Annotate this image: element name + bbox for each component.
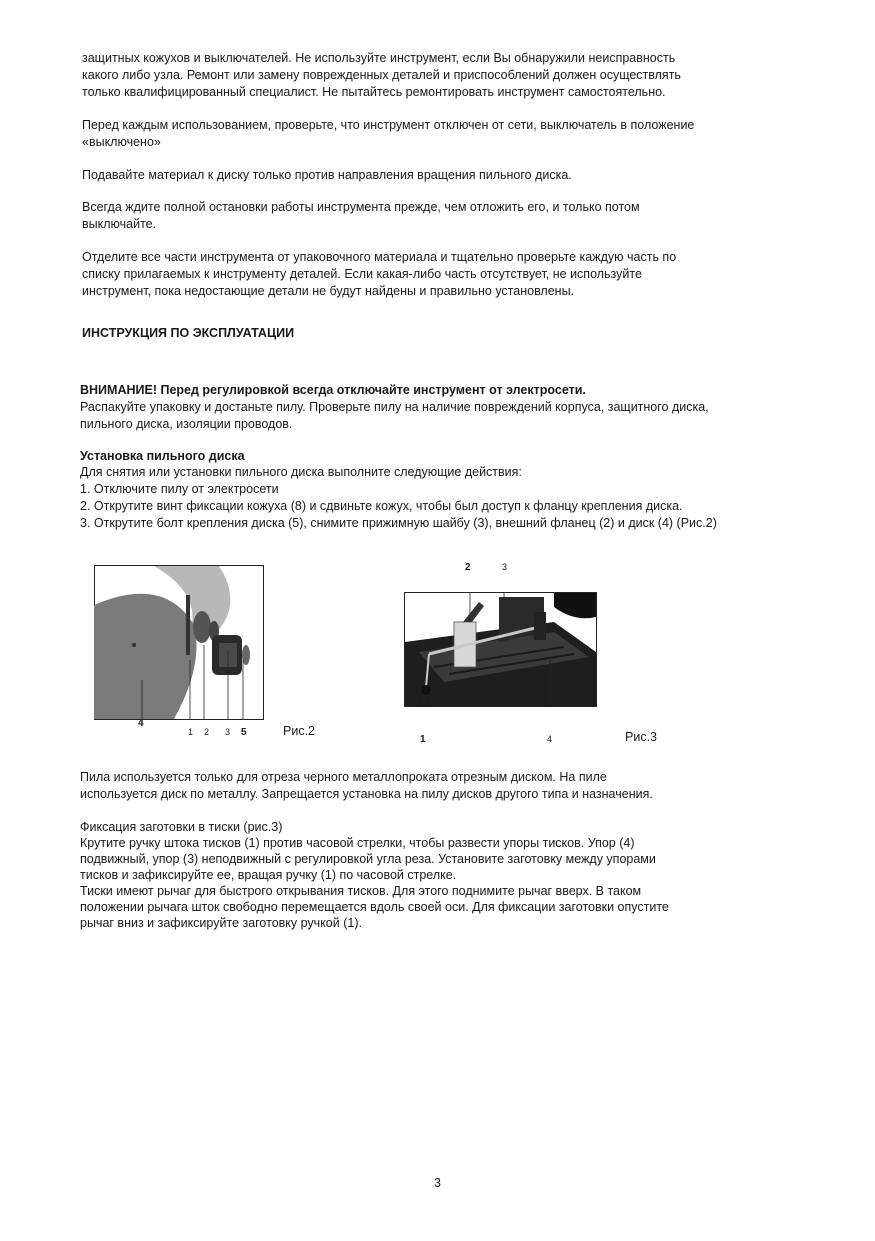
figure-label: 4 bbox=[138, 718, 144, 729]
figure-label: 3 bbox=[502, 562, 508, 572]
subsection-heading: Установка пильного диска bbox=[80, 449, 245, 463]
paragraph-line: только квалифицированный специалист. Не пытайтесь ремонтировать инструмент самостоятельно. bbox=[82, 85, 666, 99]
figure-2-image bbox=[94, 565, 264, 720]
paragraph-line: Отделите все части инструмента от упаковочного материала и тщательно проверьте каждую часть по bbox=[82, 250, 677, 264]
paragraph-line: Перед каждым использованием, проверьте, что инструмент отключен от сети, выключатель в положение bbox=[82, 118, 695, 132]
paragraph-line: какого либо узла. Ремонт или замену поврежденных деталей и приспособлений должен осуществлять bbox=[82, 68, 681, 82]
figure-caption: Рис.2 bbox=[283, 724, 315, 738]
paragraph-line: инструмент, пока недостающие детали не будут найдены и правильно установлены. bbox=[82, 284, 575, 298]
saw-blade-illustration bbox=[94, 565, 264, 720]
paragraph-line: Тиски имеют рычаг для быстрого открывания тисков. Для этого поднимите рычаг вверх. В таком bbox=[80, 884, 642, 898]
paragraph-line: Распакуйте упаковку и достаньте пилу. Проверьте пилу на наличие повреждений корпуса, защитного диска, bbox=[80, 400, 709, 414]
paragraph-line: положении рычага шток свободно перемещается вдоль своей оси. Для фиксации заготовки опустите bbox=[80, 900, 669, 914]
vise-illustration bbox=[404, 592, 597, 707]
figure-label: 3 bbox=[225, 727, 231, 737]
paragraph-line: списку прилагаемых к инструменту деталей. Если какая-либо часть отсутствует, не используйте bbox=[82, 267, 642, 281]
figure-label: 2 bbox=[204, 727, 210, 737]
paragraph-line: Пила используется только для отреза черного металлопроката отрезным диском. На пиле bbox=[80, 770, 607, 784]
figure-label: 5 bbox=[241, 727, 247, 738]
paragraph-line: «выключено» bbox=[82, 135, 161, 149]
paragraph-line: Фиксация заготовки в тиски (рис.3) bbox=[80, 820, 283, 834]
list-item: 3. Открутите болт крепления диска (5), снимите прижимную шайбу (3), внешний фланец (2) и диск (4) (Рис.2) bbox=[80, 516, 717, 530]
paragraph-line: подвижный, упор (3) неподвижный с регулировкой угла реза. Установите заготовку между упорами bbox=[80, 852, 656, 866]
figure-label: 1 bbox=[188, 727, 194, 737]
figure-label: 2 bbox=[465, 562, 471, 573]
figure-3-image bbox=[404, 592, 597, 707]
figure-label: 4 bbox=[547, 734, 553, 744]
paragraph-line: рычаг вниз и зафиксируйте заготовку ручкой (1). bbox=[80, 916, 362, 930]
paragraph-line: выключайте. bbox=[82, 217, 157, 231]
paragraph-line: Для снятия или установки пильного диска выполните следующие действия: bbox=[80, 465, 522, 479]
section-heading: ИНСТРУКЦИЯ ПО ЭКСПЛУАТАЦИИ bbox=[82, 326, 295, 340]
list-item: 2. Открутите винт фиксации кожуха (8) и сдвиньте кожух, чтобы был доступ к фланцу крепления диска. bbox=[80, 499, 683, 513]
warning-bold: ВНИМАНИЕ! Перед регулировкой всегда отключайте инструмент от электросети. bbox=[80, 383, 586, 397]
paragraph-line: Подавайте материал к диску только против направления вращения пильного диска. bbox=[82, 168, 572, 182]
paragraph-line: защитных кожухов и выключателей. Не используйте инструмент, если Вы обнаружили неисправность bbox=[82, 51, 676, 65]
list-item: 1. Отключите пилу от электросети bbox=[80, 482, 279, 496]
figure-caption: Рис.3 bbox=[625, 730, 657, 744]
page-number: 3 bbox=[434, 1176, 441, 1190]
paragraph-line: Крутите ручку штока тисков (1) против часовой стрелки, чтобы развести упоры тисков. Упор (4) bbox=[80, 836, 635, 850]
paragraph-line: Всегда ждите полной остановки работы инструмента прежде, чем отложить его, и только потом bbox=[82, 200, 640, 214]
figure-label: 1 bbox=[420, 734, 426, 745]
paragraph-line: используется диск по металлу. Запрещается установка на пилу дисков другого типа и назначения. bbox=[80, 787, 653, 801]
paragraph-line: пильного диска, изоляции проводов. bbox=[80, 417, 293, 431]
paragraph-line: тисков и зафиксируйте ее, вращая ручку (1) по часовой стрелке. bbox=[80, 868, 457, 882]
